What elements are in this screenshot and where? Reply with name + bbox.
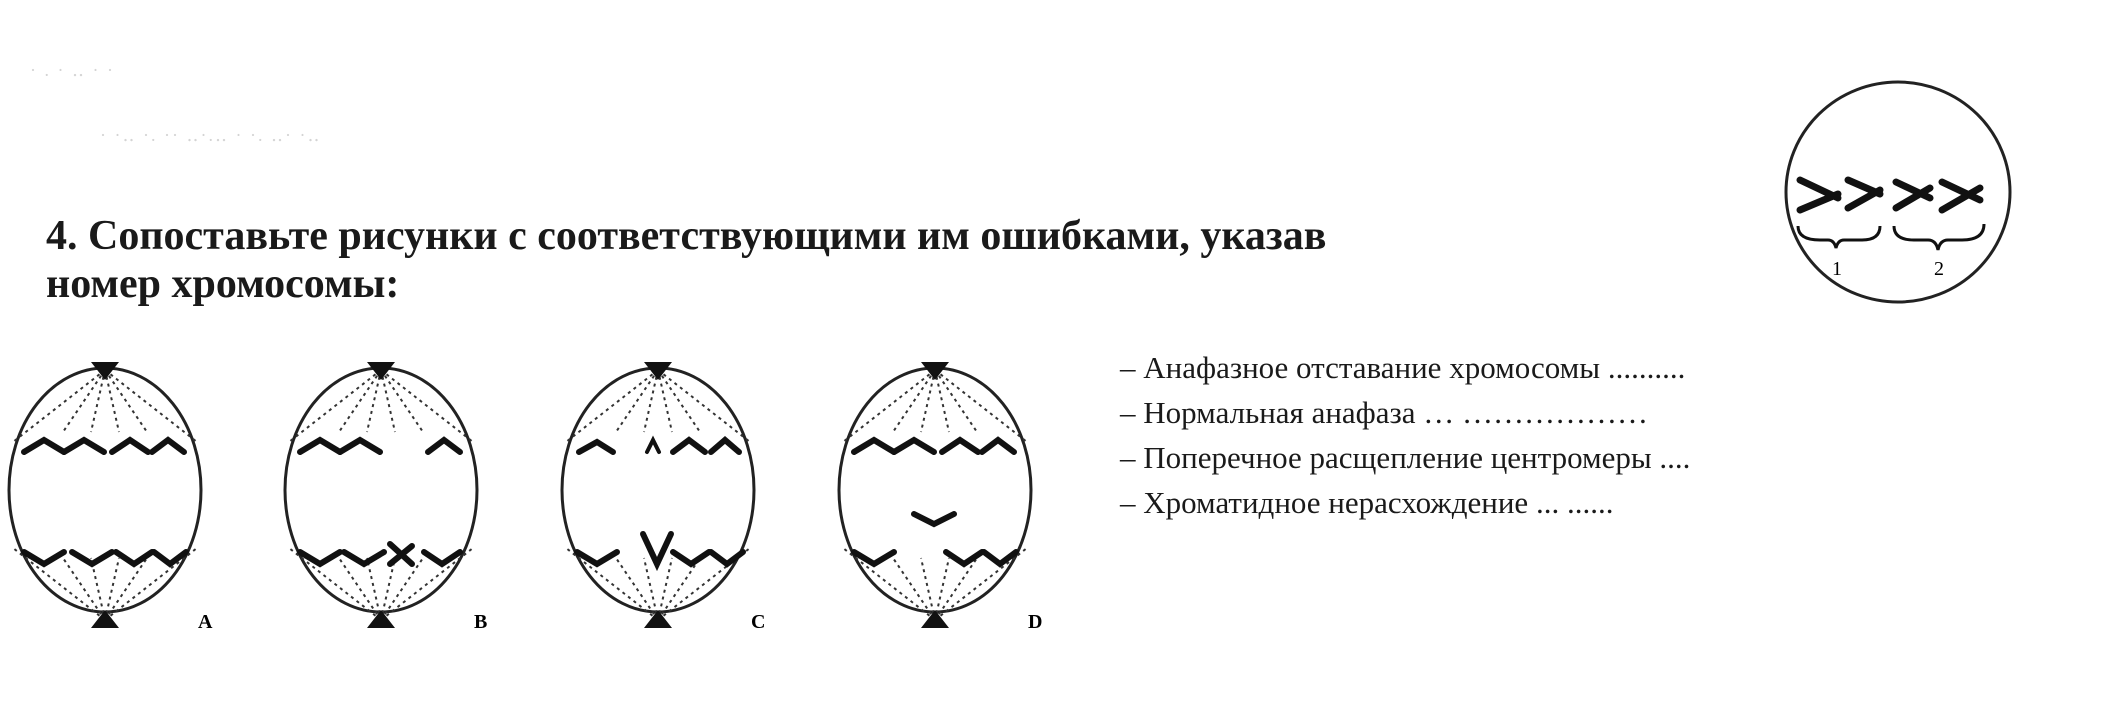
task-text: Сопоставьте рисунки с соответствующими им ошибками, указав номер хромосомы:	[46, 213, 1327, 307]
cell-a	[9, 362, 213, 633]
task-number: 4.	[46, 213, 78, 259]
figure-letter-d: D	[1028, 611, 1043, 633]
cell-d	[839, 362, 1042, 633]
task-heading	[46, 212, 1426, 308]
statement-3: – Поперечное расщепление центромеры ....	[1120, 440, 1691, 475]
statement-4: – Хроматидное нерасхождение ... ......	[1120, 485, 1614, 520]
figure-letter-b: B	[474, 611, 488, 633]
cell-b	[285, 362, 487, 633]
figure-letter-c: C	[751, 611, 766, 633]
scan-noise: · ·‥ ·. ·· ‥·.‥ · ·. ‥· ·‥	[100, 125, 322, 145]
statement-2: – Нормальная анафаза … ………………	[1120, 395, 1649, 430]
cell-c	[562, 362, 765, 633]
anaphase-drawings	[0, 352, 1060, 652]
statement-1: – Анафазное отставание хромосомы ..........	[1120, 350, 1686, 385]
karyotype-label-2: 2	[1934, 258, 1944, 280]
scan-noise: · . · ‥ · ·	[30, 60, 115, 80]
karyotype-diagram	[1770, 70, 2030, 325]
figure-letter-a: A	[198, 611, 213, 633]
cell-figures	[0, 352, 1060, 652]
karyotype-label-1: 1	[1832, 258, 1842, 280]
